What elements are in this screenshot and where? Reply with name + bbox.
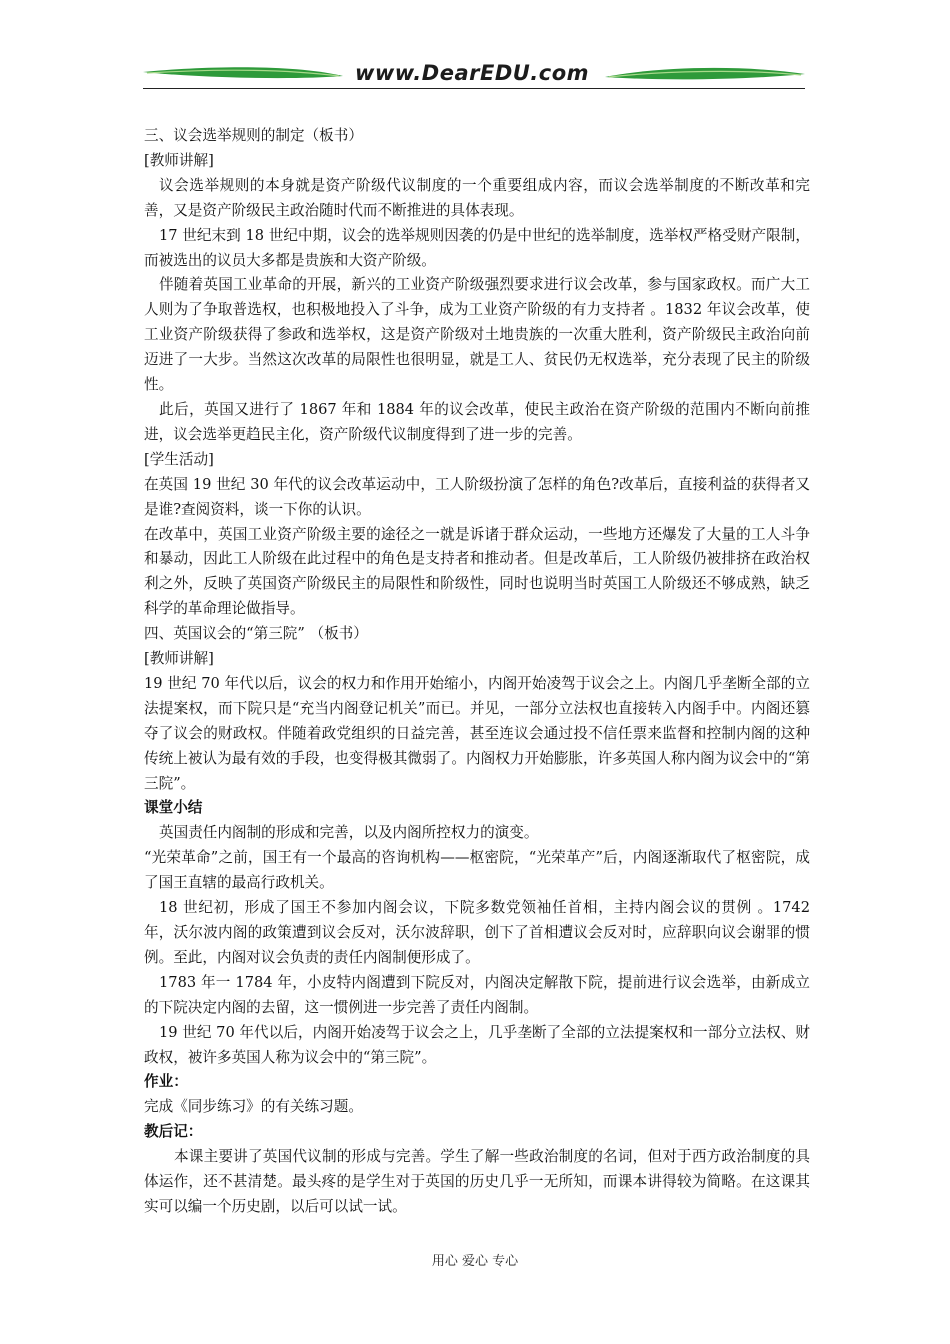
section-heading-3: 三、议会选举规则的制定（板书） [144,127,363,144]
section-heading-4: 四、英国议会的“第三院” （板书） [144,625,368,643]
homework-heading: 作业： [144,1073,188,1091]
paragraph: 18 世纪初，形成了国王不参加内阁会议，下院多数党领袖任首相，主持内阁会议的贯例 。1742 年，沃尔波内阁的政策遭到议会反对，沃尔波辞职，创下了首相遭议会反对时，应辞职向议会谢罪的惯例。至此，内阁对议会负责的责任内阁制便形成了。 [144,899,810,966]
paragraph: 英国责任内阁制的形成和完善，以及内阁所控权力的演变。 [159,824,539,842]
paragraph: 19 世纪 70 年代以后，议会的权力和作用开始缩小，内阁开始凌驾于议会之上。内阁几乎垄断全部的立法提案权，而下院只是“充当内阁登记机关”而已。并见，一部分立法权也直接转入内阁手中。内阁还篡夺了议会的财政权。伴随着政党组织的日益完善，甚至连议会通过投不信任票来监督和控制内阁的这种传统上被认为最有效的手段，也变得极其微弱了。内阁权力开始膨胀，许多英国人称内阁为议会中的“第三院”。 [144,674,810,792]
header-rule [143,88,805,89]
student-activity-label: [学生活动] [144,450,214,468]
paragraph: 19 世纪 70 年代以后，内阁开始凌驾于议会之上，几乎垄断了全部的立法提案权和一部分立法权、财政权，被许多英国人称为议会中的“第三院”。 [144,1023,810,1066]
teacher-explain-label: [教师讲解] [144,151,214,169]
paragraph: 伴随着英国工业革命的开展，新兴的工业资产阶级强烈要求进行议会改革，参与国家政权。而广大工人则为了争取普选权，也积极地投入了斗争，成为工业资产阶级的有力支持者 。1832 年议会改革，使工业资产阶级获得了参政和选举权，这是资产阶级对土地贵族的一次重大胜利，资产阶级民主政治向前迈进了一大步。当然这次改革的局限性也很明显，就是工人、贫民仍无权选举，充分表现了民主的阶级性。 [144,276,810,394]
teacher-explain-label: [教师讲解] [144,650,214,668]
paragraph: “光荣革命”之前，国王有一个最高的咨询机构——枢密院，“光荣革产”后，内阁逐渐取代了枢密院，成了国王直辖的最高行政机关。 [144,849,810,892]
teaching-reflection-heading: 教后记： [144,1123,203,1141]
paragraph: 17 世纪末到 18 世纪中期，议会的选举规则因袭的仍是中世纪的选举制度，选举权严格受财产限制，而被选出的议员大多都是贵族和大资产阶级。 [144,226,810,269]
paragraph: 此后，英国又进行了 1867 年和 1884 年的议会改革，使民主政治在资产阶级的范围内不断向前推进，议会选举更趋民主化，资产阶级代议制度得到了进一步的完善。 [144,400,810,443]
paragraph: 在英国 19 世纪 30 年代的议会改革运动中，工人阶级扮演了怎样的角色?改革后，直接利益的获得者又是谁?查阅资料，谈一下你的认识。 [144,475,810,518]
paragraph: 在改革中，英国工业资产阶级主要的途径之一就是诉诸于群众运动，一些地方还爆发了大量的工人斗争和暴动，因此工人阶级在此过程中的角色是支持者和推动者。但是改革后，工人阶级仍被排挤在政治权利之外，反映了英国资产阶级民主的局限性和阶级性，同时也说明当时英国工人阶级还不够成熟，缺乏科学的革命理论做指导。 [144,525,810,618]
lesson-content [144,124,810,1220]
class-summary-heading: 课堂小结 [144,799,203,817]
site-logo-text[interactable]: www.DearEDU.com [354,61,590,85]
paragraph: 议会选举规则的本身就是资产阶级代议制度的一个重要组成内容，而议会选举制度的不断改革和完善，又是资产阶级民主政治随时代而不断推进的具体表现。 [144,176,810,219]
paragraph: 本课主要讲了英国代议制的形成与完善。学生了解一些政治制度的名词，但对于西方政治制度的具体运作，还不甚清楚。最头疼的是学生对于英国的历史几乎一无所知，而课本讲得较为简略。在这课其实可以编一个历史剧，以后可以试一试。 [144,1148,810,1215]
paragraph: 完成《同步练习》的有关练习题。 [144,1098,363,1116]
page-footer: 用心 爱心 专心 [431,1254,519,1269]
paragraph: 1783 年一 1784 年，小皮特内阁遭到下院反对，内阁决定解散下院，提前进行议会选举，由新成立的下院决定内阁的去留，这一惯例进一步完善了责任内阁制。 [144,973,810,1016]
